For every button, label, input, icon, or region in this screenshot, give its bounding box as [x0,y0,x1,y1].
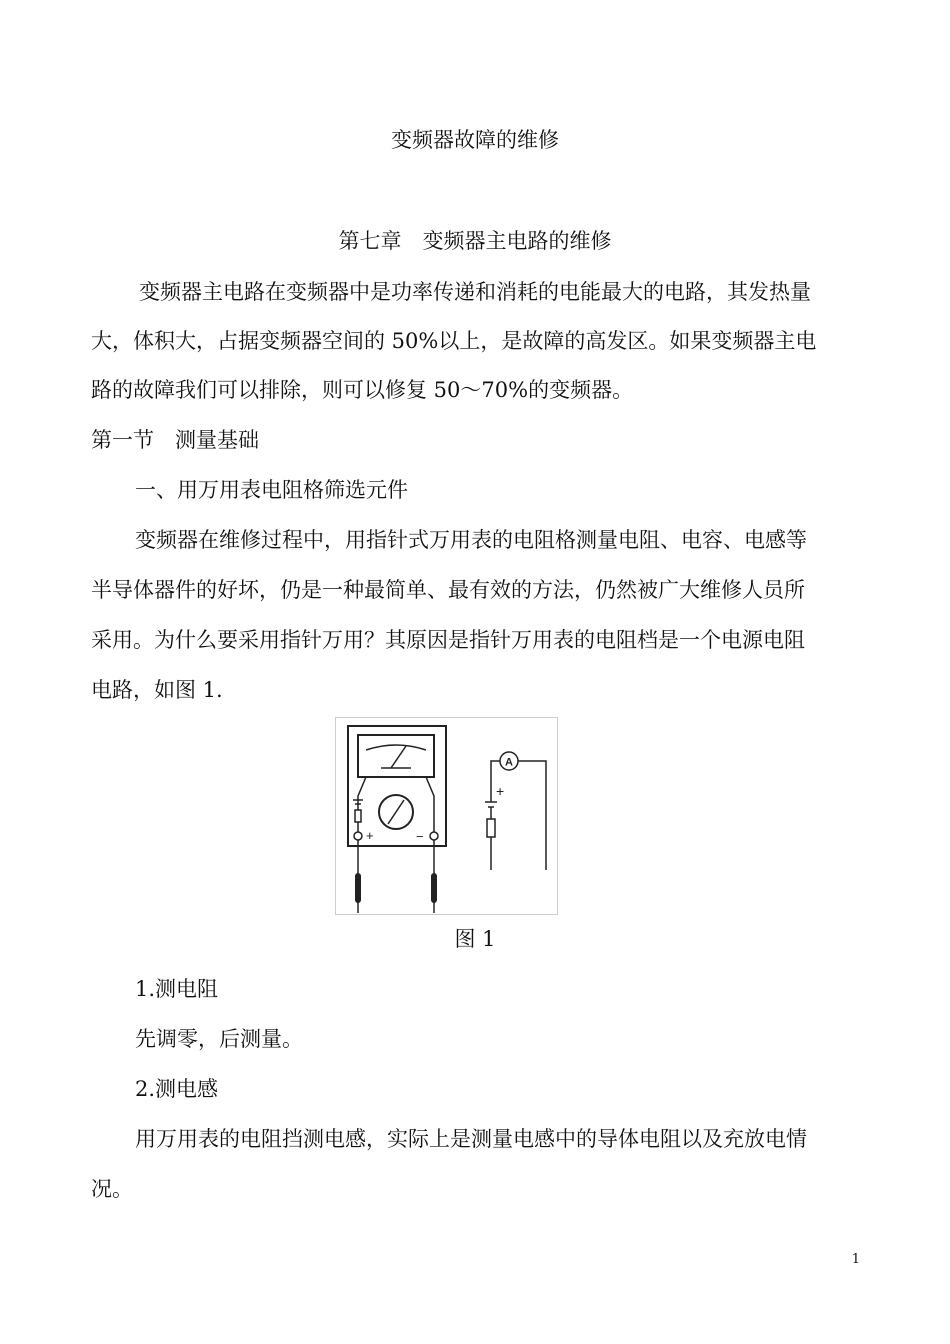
meter-scale-arc [366,745,426,750]
equiv-resistor [487,819,495,837]
internal-resistor [355,810,361,822]
meter-needle [391,746,406,768]
negative-terminal [430,832,438,840]
item2-line-1: 用万用表的电阻挡测电感，实际上是测量电感中的导体电阻以及充放电情 [135,1127,807,1151]
item1-heading: 1.测电阻 [135,977,219,1001]
internal-wire-left [358,777,366,836]
internal-wire-right [426,777,434,836]
item1-text: 先调零，后测量。 [135,1027,303,1051]
meter-window [358,735,434,777]
intro-line-1: 变频器主电路在变频器中是功率传递和消耗的电能最大的电路，其发热量 [139,280,811,304]
positive-terminal-label: + [366,828,374,843]
equiv-battery-plus-label: + [496,783,505,799]
multimeter-circuit-diagram [336,718,557,914]
chapter-heading: 第七章 变频器主电路的维修 [338,229,612,253]
test-probe-right [431,873,437,903]
method-line-4: 电路，如图 1. [91,678,223,702]
positive-terminal [354,832,362,840]
figure-multimeter-diagram [335,717,558,915]
item2-line-2: 况。 [91,1177,133,1201]
equiv-wire-right [518,761,546,870]
test-probe-left [355,873,361,903]
document-title: 变频器故障的维修 [391,128,559,152]
selector-pointer [388,800,404,824]
method-line-1: 变频器在维修过程中，用指针式万用表的电阻格测量电阻、电容、电感等 [135,528,807,552]
subsection-heading: 一、用万用表电阻格筛选元件 [135,478,408,502]
method-line-2: 半导体器件的好坏，仍是一种最简单、最有效的方法，仍然被广大维修人员所 [91,578,805,602]
method-line-3: 采用。为什么要采用指针万用？其原因是指针万用表的电阻档是一个电源电阻 [91,628,805,652]
section-heading: 第一节 测量基础 [91,428,259,452]
figure-caption: 图 1 [454,927,496,951]
negative-terminal-label: − [416,829,424,844]
item2-heading: 2.测电感 [135,1077,219,1101]
page-number: 1 [851,1252,860,1267]
intro-line-2: 大，体积大，占据变频器空间的 50%以上，是故障的高发区。如果变频器主电 [91,329,817,353]
intro-line-3: 路的故障我们可以排除，则可以修复 50～70%的变频器。 [91,378,634,402]
ammeter-label: A [505,756,513,769]
